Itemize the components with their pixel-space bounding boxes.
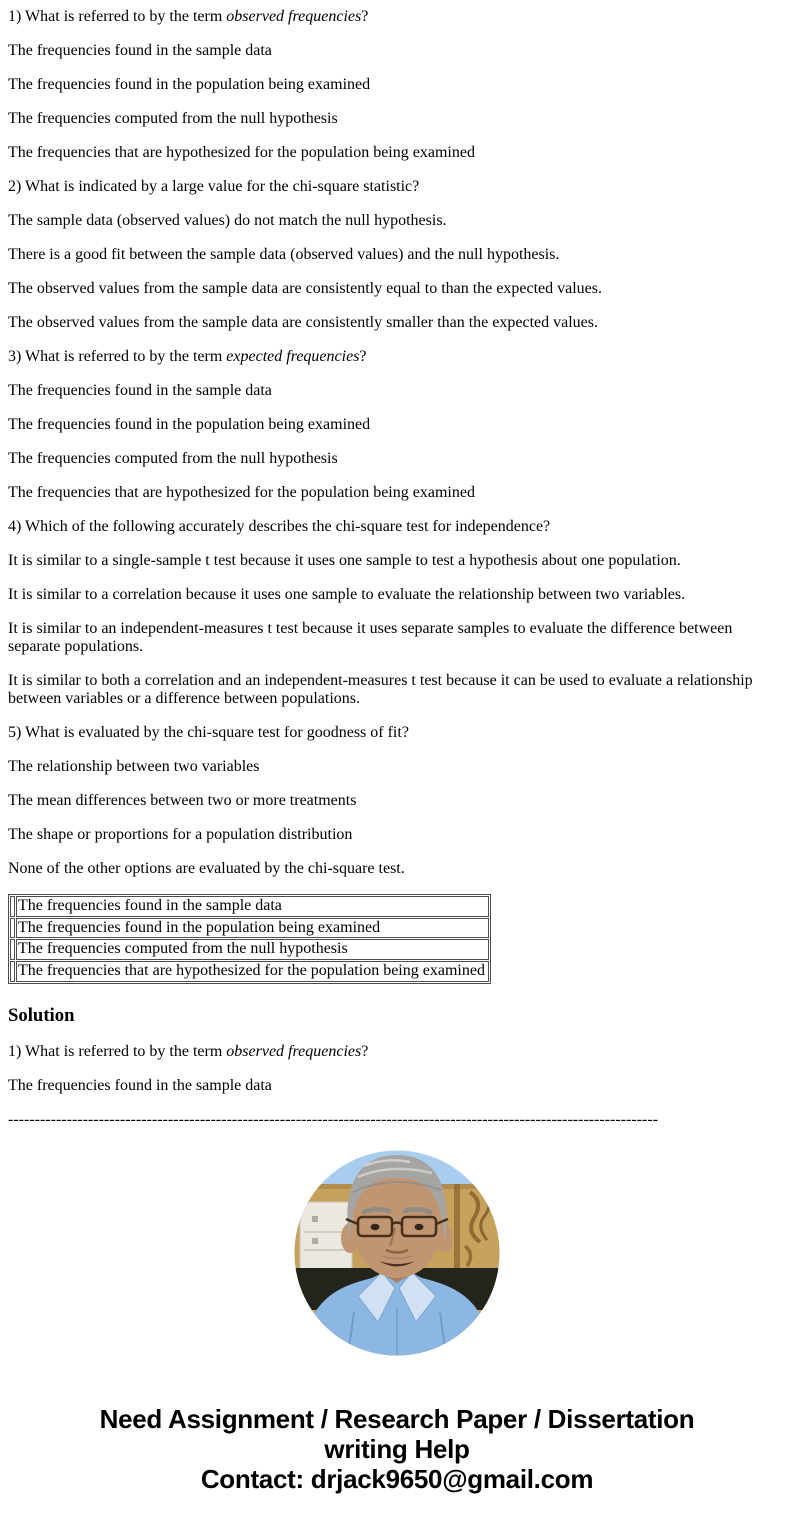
- question-4-option: It is similar to a correlation because it uses one sample to evaluate the relationship between two variables.: [8, 586, 686, 603]
- solution-question-term: observed frequencies: [226, 1042, 362, 1060]
- question-1-prefix: 1) What is referred to by the term: [8, 8, 227, 25]
- question-1-option: The frequencies computed from the null hypothesis: [8, 110, 338, 127]
- table-spacer-cell: [10, 961, 15, 982]
- question-1-option: The frequencies found in the population being examined: [8, 76, 371, 93]
- contact-banner-line1: Need Assignment / Research Paper / Dissertation: [99, 1403, 695, 1434]
- question-2-option: The observed values from the sample data are consistently equal to than the expected values.: [8, 280, 603, 297]
- dashed-divider: --------------------------------------------------------------------------------------------------------------------------: [8, 1110, 659, 1128]
- question-1-term: observed frequencies: [226, 8, 362, 25]
- question-5-option: None of the other options are evaluated by the chi-square test.: [8, 860, 405, 877]
- solution-question-suffix: ?: [361, 1042, 369, 1060]
- table-spacer-cell: [10, 896, 15, 917]
- table-cell: The frequencies computed from the null hypothesis: [16, 939, 489, 960]
- question-3-suffix: ?: [359, 348, 367, 365]
- solution-answer: The frequencies found in the sample data: [8, 1076, 272, 1094]
- table-spacer-cell: [10, 939, 15, 960]
- question-4-option: It is similar to both a correlation and an independent-measures t test because it can be used to evaluate a relationship between variables or a difference between populations.: [8, 672, 753, 707]
- question-5-option: The relationship between two variables: [8, 758, 260, 775]
- question-3-option: The frequencies found in the population being examined: [8, 416, 371, 433]
- answer-options-table: [8, 894, 491, 984]
- photo-face: [352, 1174, 442, 1278]
- presenter-photo-container: [8, 1150, 786, 1356]
- solution-question-prefix: 1) What is referred to by the term: [8, 1042, 227, 1060]
- question-3-prefix: 3) What is referred to by the term: [8, 348, 227, 365]
- question-3-option: The frequencies computed from the null hypothesis: [8, 450, 338, 467]
- question-1-suffix: ?: [361, 8, 369, 25]
- question-3-option: The frequencies that are hypothesized for the population being examined: [8, 484, 475, 501]
- question-2-option: The sample data (observed values) do not match the null hypothesis.: [8, 212, 447, 229]
- question-1-option: The frequencies that are hypothesized for the population being examined: [8, 144, 475, 161]
- question-3-term: expected frequencies: [226, 348, 360, 365]
- question-4-option: It is similar to an independent-measures t test because it uses separate samples to evaluate the difference between separate populations.: [8, 620, 733, 655]
- table-cell: The frequencies found in the population being examined: [16, 918, 489, 939]
- person-photo: [294, 1150, 500, 1356]
- question-5-option: The mean differences between two or more treatments: [8, 792, 357, 809]
- contact-banner-line3: Contact: drjack9650@gmail.com: [200, 1463, 594, 1494]
- question-1-option: The frequencies found in the sample data: [8, 42, 272, 59]
- question-2: 2) What is indicated by a large value for the chi-square statistic?: [8, 178, 420, 195]
- question-1: [8, 8, 786, 26]
- quiz-document: [8, 8, 786, 1508]
- question-5-option: The shape or proportions for a population distribution: [8, 826, 353, 843]
- contact-banner-line2: writing Help: [324, 1433, 470, 1464]
- question-5: 5) What is evaluated by the chi-square test for goodness of fit?: [8, 724, 409, 741]
- table-row: [10, 961, 489, 982]
- table-spacer-cell: [10, 918, 15, 939]
- contact-banner: [8, 1404, 786, 1508]
- table-row: [10, 918, 489, 939]
- solution-heading: Solution: [8, 1004, 75, 1026]
- solution-question: [8, 1043, 786, 1061]
- table-row: [10, 939, 489, 960]
- question-2-option: The observed values from the sample data are consistently smaller than the expected values.: [8, 314, 599, 331]
- table-cell: The frequencies found in the sample data: [16, 896, 489, 917]
- table-row: [10, 896, 489, 917]
- question-3-option: The frequencies found in the sample data: [8, 382, 272, 399]
- question-4: 4) Which of the following accurately describes the chi-square test for independence?: [8, 518, 551, 535]
- question-3: [8, 348, 786, 366]
- table-cell: The frequencies that are hypothesized for the population being examined: [16, 961, 489, 982]
- question-2-option: There is a good fit between the sample data (observed values) and the null hypothesis.: [8, 246, 560, 263]
- question-4-option: It is similar to a single-sample t test because it uses one sample to test a hypothesis about one population.: [8, 552, 681, 569]
